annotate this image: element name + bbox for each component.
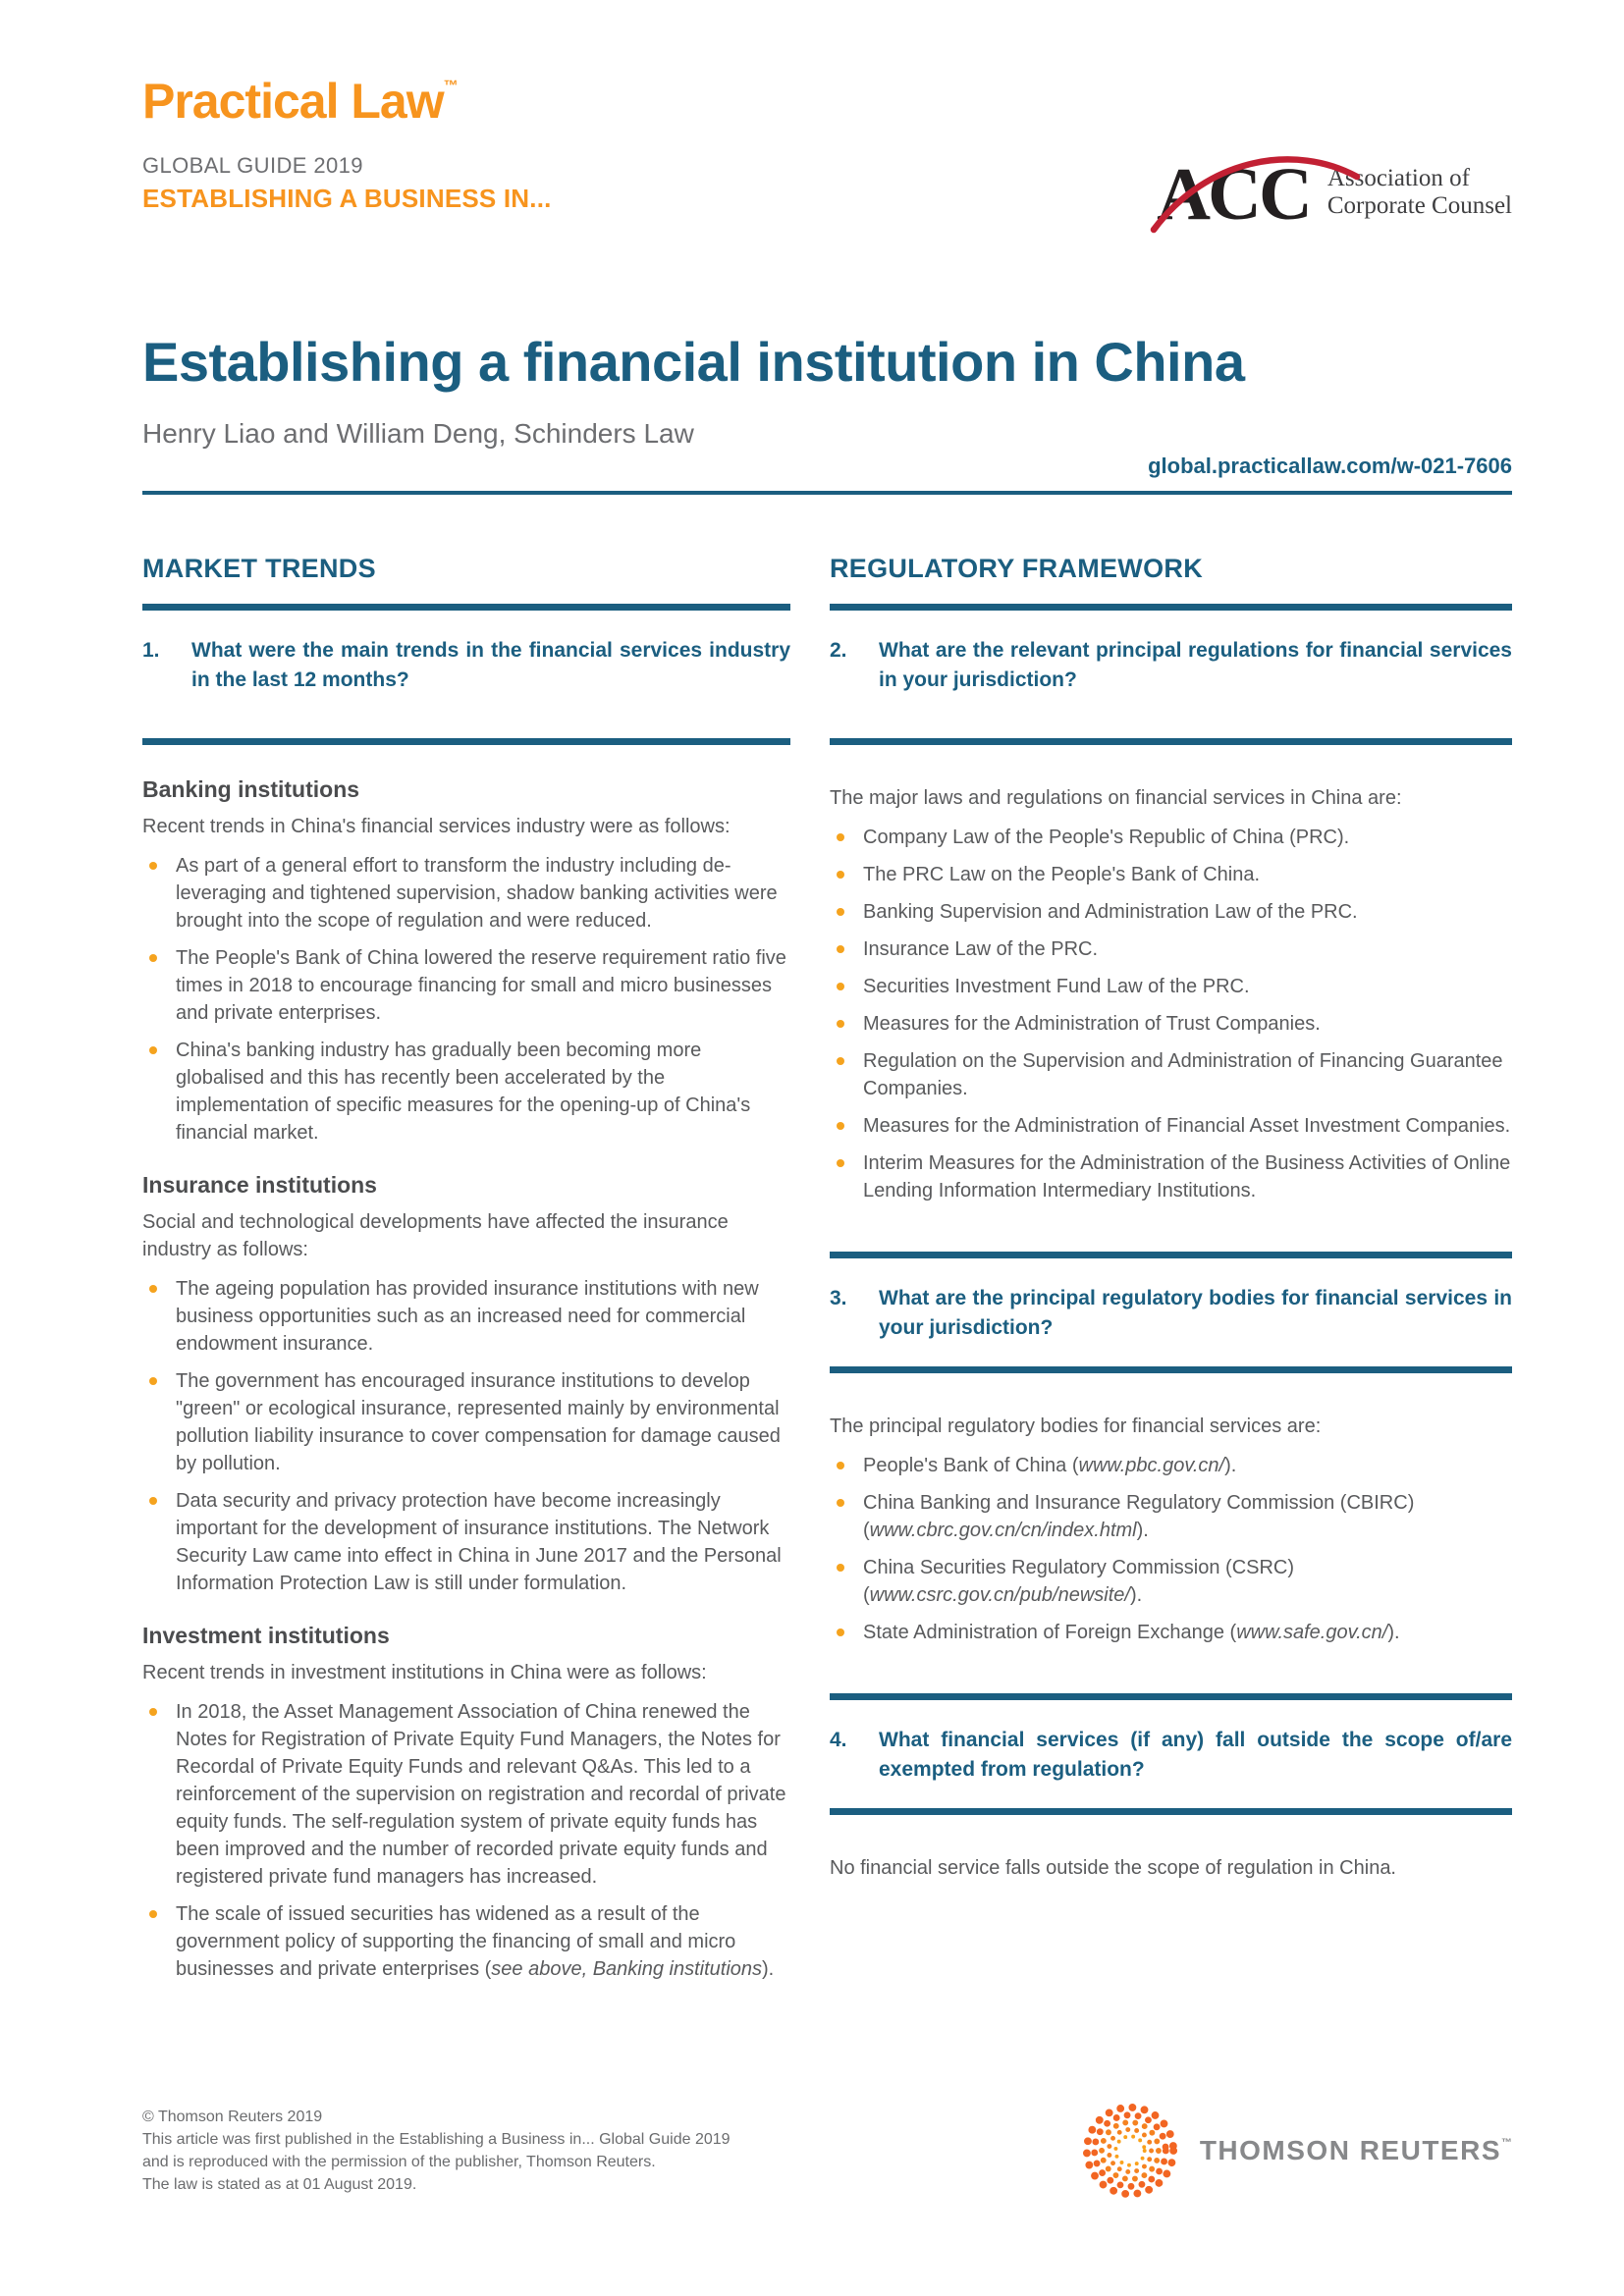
bullet-item: [142, 1698, 790, 1891]
question-divider: [830, 738, 1512, 745]
question-4: [830, 1700, 1512, 1808]
regulatory-framework-column: [830, 554, 1512, 1983]
question-number: 1.: [142, 638, 160, 662]
regulator-url: www.csrc.gov.cn/pub/newsite/: [869, 1583, 1130, 1606]
regulator-url: www.safe.gov.cn/: [1236, 1621, 1388, 1643]
bullet-item: [830, 1047, 1512, 1102]
guide-edition-label: GLOBAL GUIDE 2019: [142, 153, 363, 178]
bullet-text: ).: [1129, 1583, 1143, 1606]
question-text: What financial services (if any) fall outside the scope of/are exempted from regulation?: [879, 1728, 1512, 1781]
question-number: 3.: [830, 1286, 847, 1309]
bullet-item: [830, 1619, 1512, 1646]
bullet-item: [830, 935, 1512, 963]
question-divider: [142, 738, 790, 745]
copyright-line: This article was first published in the Establishing a Business in... Global Guide 2019: [142, 2131, 731, 2148]
section-heading-market-trends: MARKET TRENDS: [142, 553, 376, 583]
authors-line: Henry Liao and William Deng, Schinders Law: [142, 417, 694, 449]
bullet-item: [142, 1367, 790, 1477]
trademark-symbol: ™: [443, 78, 459, 94]
bullet-item: [142, 1037, 790, 1147]
bullet-item: [830, 1489, 1512, 1544]
bullet-item: [142, 1900, 790, 1983]
question-number: 4.: [830, 1728, 847, 1751]
banking-bullet-list: [142, 852, 790, 1147]
bullet-text: China Banking and Insurance Regulatory Commission (CBIRC) (: [863, 1491, 1415, 1541]
bullet-text: State Administration of Foreign Exchange (: [863, 1621, 1237, 1643]
copyright-block: [142, 2106, 731, 2196]
article-url-link[interactable]: global.practicallaw.com/w-021-7606: [1148, 453, 1512, 478]
insurance-bullet-list: [142, 1275, 790, 1597]
question-text: What are the principal regulatory bodies for financial services in your jurisdiction?: [879, 1286, 1512, 1339]
subheading-investment: Investment institutions: [142, 1622, 390, 1648]
bullet-item: [142, 852, 790, 934]
thomson-reuters-wordmark: [1200, 2135, 1512, 2166]
page-footer: [142, 2101, 1512, 2201]
column-gap: [790, 554, 830, 1983]
section-heading-regulatory-framework: REGULATORY FRAMEWORK: [830, 553, 1203, 583]
bullet-item: [830, 973, 1512, 1000]
bullet-text: Regulation on the Supervision and Administration of Financing Guarantee Companies.: [863, 1049, 1503, 1099]
question-divider: [830, 1366, 1512, 1373]
bullet-text: China Securities Regulatory Commission (CSRC) (: [863, 1556, 1295, 1606]
regulators-bullet-list: [830, 1452, 1512, 1646]
market-trends-column: [142, 554, 790, 1983]
bullet-text: In 2018, the Asset Management Association of China renewed the Notes for Registration of Private Equity Fund Managers, the Notes for Recordal of Private Equity Funds and relevant Q&As. This led to a reinforcement of the supervision on registration and recordal of private equity funds. The self-regulation system of private equity funds has been improved and the number of recorded private equity funds and registered private fund managers has increased.: [176, 1700, 786, 1888]
question-4-section: [830, 1693, 1512, 1815]
publisher-block: [142, 74, 552, 214]
acc-logo: [1155, 147, 1512, 238]
bullet-text: Measures for the Administration of Trust Companies.: [863, 1012, 1321, 1035]
bullet-text: Interim Measures for the Administration of the Business Activities of Online Lending Information Intermediary Institutions.: [863, 1151, 1511, 1201]
bullet-text: Company Law of the People's Republic of China (PRC).: [863, 826, 1350, 848]
bullet-text: Data security and privacy protection have become increasingly important for the development of insurance institutions. The Network Security Law came into effect in China in June 2017 and the Personal Information Protection Law is still under formulation.: [176, 1489, 782, 1594]
bullet-item: [142, 944, 790, 1027]
question-divider: [830, 604, 1512, 611]
bullet-text: The government has encouraged insurance institutions to develop "green" or ecological insurance, represented mainly by environmental pollution liability insurance to cover compensation for damage caused by pollution.: [176, 1369, 781, 1474]
bullet-item: [830, 1554, 1512, 1609]
bullet-item: [830, 1149, 1512, 1204]
question-3: [830, 1258, 1512, 1366]
question-3-section: [830, 1252, 1512, 1373]
acc-monogram: [1155, 147, 1318, 238]
acc-name-line2: Corporate Counsel: [1326, 192, 1512, 219]
paragraph: Recent trends in China's financial services industry were as follows:: [142, 815, 731, 837]
bullet-item: [830, 861, 1512, 888]
bullet-text: Insurance Law of the PRC.: [863, 937, 1099, 960]
bullet-text: China's banking industry has gradually been becoming more globalised and this has recently been accelerated by the implementation of specific measures for the opening-up of China's financial market.: [176, 1039, 751, 1144]
copyright-line: and is reproduced with the permission of the publisher, Thomson Reuters.: [142, 2154, 656, 2170]
regulator-url: www.pbc.gov.cn/: [1078, 1454, 1225, 1476]
question-2: [830, 611, 1512, 719]
thomson-reuters-text: THOMSON REUTERS: [1199, 2135, 1501, 2165]
bullet-text: The People's Bank of China lowered the reserve requirement ratio five times in 2018 to encourage financing for small and micro businesses and private enterprises.: [176, 946, 786, 1024]
bullet-text: The scale of issued securities has widened as a result of the government policy of supporting the financing of small and micro businesses and private enterprises (: [176, 1902, 736, 1980]
acc-swoosh-icon: [1151, 141, 1362, 243]
question-1: [142, 611, 790, 719]
bullet-text: ).: [762, 1957, 775, 1980]
question-text: What were the main trends in the financial services industry in the last 12 months?: [191, 638, 790, 691]
bullet-text: The PRC Law on the People's Bank of China.: [863, 863, 1261, 885]
practical-law-wordmark: Practical Law: [142, 74, 444, 129]
investment-bullet-list: [142, 1698, 790, 1983]
bullet-item: [830, 898, 1512, 926]
question-text: What are the relevant principal regulations for financial services in your jurisdiction?: [879, 638, 1512, 691]
page-title: Establishing a financial institution in China: [142, 331, 1245, 393]
bullet-text: ).: [1387, 1621, 1400, 1643]
content-columns: [142, 554, 1512, 1983]
copyright-line: © Thomson Reuters 2019: [142, 2109, 323, 2125]
guide-series-label: ESTABLISHING A BUSINESS IN...: [142, 184, 552, 213]
bullet-text: ).: [1224, 1454, 1237, 1476]
bullet-item: [830, 1010, 1512, 1038]
subheading-insurance: Insurance institutions: [142, 1171, 377, 1198]
bullet-text: Measures for the Administration of Financial Asset Investment Companies.: [863, 1114, 1511, 1137]
bullet-text: The ageing population has provided insurance institutions with new business opportunities such as an increased need for commercial endowment insurance.: [176, 1277, 759, 1355]
paragraph: The major laws and regulations on financial services in China are:: [830, 786, 1402, 809]
subheading-banking: Banking institutions: [142, 775, 360, 802]
bullet-text: Banking Supervision and Administration Law of the PRC.: [863, 900, 1358, 923]
regulator-url: www.cbrc.gov.cn/cn/index.html: [869, 1519, 1137, 1541]
bullet-item: [830, 1112, 1512, 1140]
answer-paragraph: No financial service falls outside the scope of regulation in China.: [830, 1856, 1396, 1879]
question-divider: [142, 604, 790, 611]
paragraph: Social and technological developments have affected the insurance industry as follows:: [142, 1210, 729, 1260]
paragraph: The principal regulatory bodies for financial services are:: [830, 1415, 1322, 1437]
header-divider: [142, 491, 1512, 495]
bullet-item: [830, 824, 1512, 851]
copyright-line: The law is stated as at 01 August 2019.: [142, 2176, 417, 2193]
question-divider: [830, 1808, 1512, 1815]
practical-law-logo: [142, 74, 552, 129]
regulations-bullet-list: [830, 824, 1512, 1204]
bullet-item: [830, 1452, 1512, 1479]
bullet-text: As part of a general effort to transform the industry including de-leveraging and tightened supervision, shadow banking activities were brought into the scope of regulation and were reduced.: [176, 854, 778, 932]
question-divider: [830, 1252, 1512, 1258]
acc-letters: ACC: [1157, 153, 1310, 236]
trademark-symbol: ™: [1501, 2137, 1512, 2149]
thomson-reuters-kinesis-icon: [1080, 2101, 1180, 2201]
question-divider: [830, 1693, 1512, 1700]
bullet-text: People's Bank of China (: [863, 1454, 1079, 1476]
bullet-text: Securities Investment Fund Law of the PRC.: [863, 975, 1250, 997]
paragraph: Recent trends in investment institutions in China were as follows:: [142, 1661, 707, 1683]
bullet-item: [142, 1487, 790, 1597]
thomson-reuters-logo: [1080, 2101, 1512, 2201]
acc-name-line1: Association of: [1326, 165, 1470, 191]
page-header: [142, 74, 1512, 238]
bullet-text-italic: see above, Banking institutions: [491, 1957, 763, 1980]
bullet-text: ).: [1136, 1519, 1149, 1541]
bullet-item: [142, 1275, 790, 1358]
question-number: 2.: [830, 638, 847, 662]
